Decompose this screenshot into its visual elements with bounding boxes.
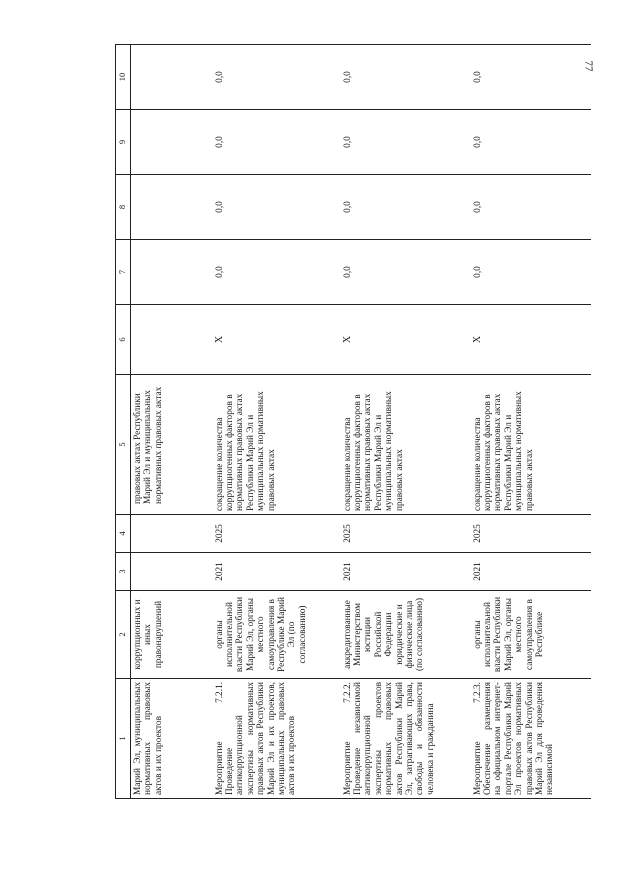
mark-cell: X	[471, 305, 591, 375]
start-year-cell	[131, 553, 213, 591]
value-cell: 0,0	[213, 110, 341, 175]
result-cell: сокращение количества коррупциогенных факторов в нормативных правовых актах Республики Марий Эл и муниципальных нормативных правовых актах	[471, 375, 591, 515]
mark-cell: X	[213, 305, 341, 375]
col-header-3: 3	[116, 553, 131, 591]
start-year-cell: 2021	[471, 553, 591, 591]
value-cell	[131, 175, 213, 240]
value-cell: 0,0	[341, 175, 471, 240]
executor-cell: органы исполнительной власти Республики Марий Эл, органы местного самоуправления в Республике Марий Эл (по согласованию)	[213, 591, 341, 679]
col-header-6: 6	[116, 305, 131, 375]
col-header-1: 1	[116, 679, 131, 799]
value-cell: 0,0	[471, 175, 591, 240]
col-header-7: 7	[116, 240, 131, 305]
result-cell: правовых актах Республики Марий Эл и муниципальных нормативных правовых актах	[131, 375, 213, 515]
value-cell: 0,0	[213, 45, 341, 110]
table-row	[471, 45, 591, 799]
measure-cell: Мероприятие 7.2.3. Обеспечение размещения на официальном интернет-портале Республики Марий Эл проектов нормативных правовых актов Республики Марий Эл для проведения независимой	[471, 679, 591, 799]
executor-cell: аккредитованные Министерством юстиции Российской Федерации юридические и физические лица (по согласованию)	[341, 591, 471, 679]
mark-cell	[131, 305, 213, 375]
col-header-2: 2	[116, 591, 131, 679]
start-year-cell: 2021	[213, 553, 341, 591]
end-year-cell: 2025	[213, 515, 341, 553]
mark-cell: X	[341, 305, 471, 375]
table-row	[131, 45, 213, 799]
col-header-9: 9	[116, 110, 131, 175]
measure-cell: Марий Эл, муниципальных нормативных правовых актов и их проектов	[131, 679, 213, 799]
table-row	[213, 45, 341, 799]
end-year-cell: 2025	[471, 515, 591, 553]
col-header-10: 10	[116, 45, 131, 110]
value-cell: 0,0	[213, 240, 341, 305]
header-row	[116, 45, 131, 799]
value-cell	[131, 110, 213, 175]
rotated-table-page	[115, 45, 556, 799]
value-cell: 0,0	[341, 45, 471, 110]
end-year-cell	[131, 515, 213, 553]
value-cell: 0,0	[213, 175, 341, 240]
value-cell	[131, 240, 213, 305]
program-measures-table	[115, 44, 591, 799]
col-header-8: 8	[116, 175, 131, 240]
executor-cell: коррупционных и иных правонарушений	[131, 591, 213, 679]
value-cell: 0,0	[341, 240, 471, 305]
executor-cell: органы исполнительной власти Республики Марий Эл, органы местного самоуправления в Республике	[471, 591, 591, 679]
end-year-cell: 2025	[341, 515, 471, 553]
value-cell: 0,0	[471, 45, 591, 110]
value-cell: 0,0	[341, 110, 471, 175]
page-number: 77	[582, 60, 595, 72]
col-header-5: 5	[116, 375, 131, 515]
start-year-cell: 2021	[341, 553, 471, 591]
value-cell: 0,0	[471, 110, 591, 175]
result-cell: сокращение количества коррупциогенных факторов в нормативных правовых актах Республики Марий Эл и муниципальных нормативных правовых актах	[213, 375, 341, 515]
measure-cell: Мероприятие 7.2.1. Проведение антикоррупционной экспертизы нормативных правовых актов Республики Марий Эл и их проектов, муниципальных правовых актов и их проектов	[213, 679, 341, 799]
value-cell: 0,0	[471, 240, 591, 305]
measure-cell: Мероприятие 7.2.2. Проведение независимой антикоррупционной экспертизы проектов нормативных правовых актов Республики Марий Эл, затрагивающих права, свободы и обязанности человека и гражданина	[341, 679, 471, 799]
value-cell	[131, 45, 213, 110]
table-row	[341, 45, 471, 799]
result-cell: сокращение количества коррупциогенных факторов в нормативных правовых актах Республики Марий Эл и муниципальных нормативных правовых актах	[341, 375, 471, 515]
col-header-4: 4	[116, 515, 131, 553]
